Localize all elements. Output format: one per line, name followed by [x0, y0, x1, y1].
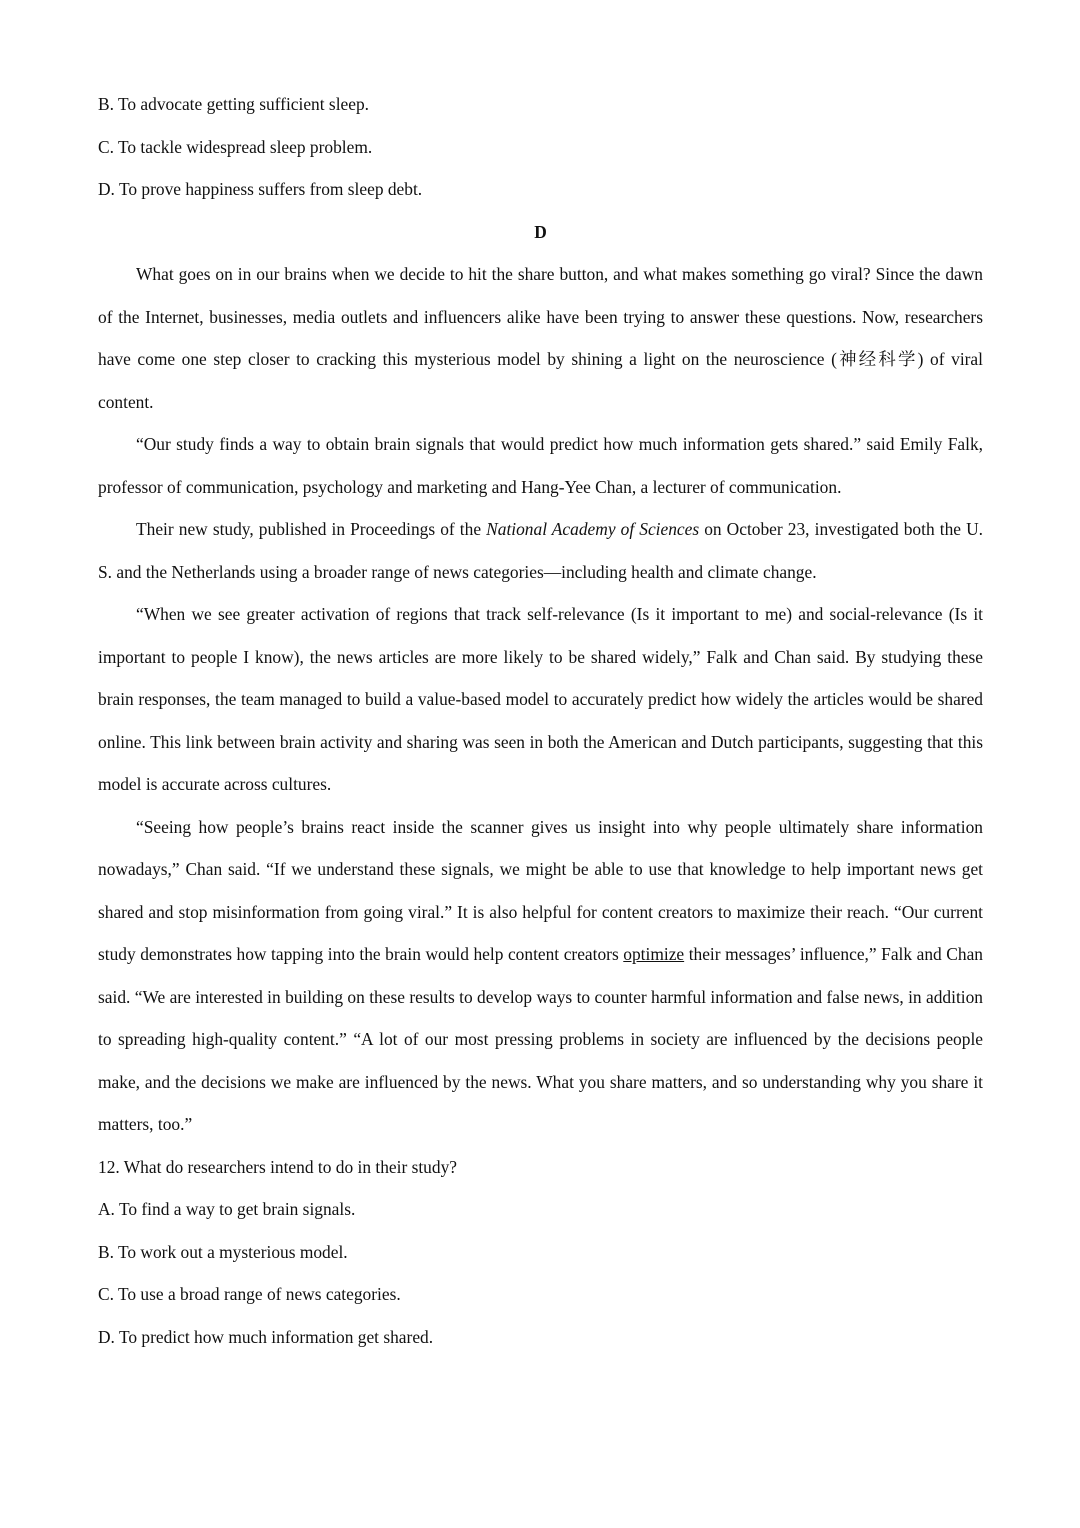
prev-option-c: C. To tackle widespread sleep problem.: [98, 136, 373, 157]
passage-paragraph-1: What goes on in our brains when we decide to hit the share button, and what makes something go viral? Since the dawn of the Internet, businesses, media outlets and influencers alike have been trying to answer these questions. Now, researchers have come one step closer to cracking this mysterious model by shining a light on the neuroscience (神经科学) of viral content.: [98, 264, 983, 412]
underlined-word: optimize: [623, 944, 685, 964]
question-12-option-d: D. To predict how much information get shared.: [98, 1326, 434, 1347]
passage-paragraph-4: “When we see greater activation of regions that track self-relevance (Is it important to me) and social-relevance (Is it important to people I know), the news articles are more likely to be shared widely,” Falk and Chan said. By studying these brain responses, the team managed to build a value-based model to accurately predict how widely the articles would be shared online. This link between brain activity and sharing was seen in both the American and Dutch participants, suggesting that this model is accurate across cultures.: [98, 604, 983, 794]
passage-paragraph-2: “Our study finds a way to obtain brain signals that would predict how much information gets shared.” said Emily Falk, professor of communication, psychology and marketing and Hang-Yee Chan, a lecturer of communication.: [98, 434, 983, 497]
question-12-option-c: C. To use a broad range of news categories.: [98, 1284, 401, 1304]
question-12-stem: 12. What do researchers intend to do in their study?: [98, 1156, 457, 1177]
paragraph-5-text-end: their messages’ influence,” Falk and Chan said. “We are interested in building on these results to develop ways to counter harmful information and false news, in addition to spreading high-quality content.” “A lot of our most pressing problems in society are influenced by the decisions people make, and the decisions we make are influenced by the news. What you share matters, and so understanding why you share it matters, too.”: [98, 944, 983, 1134]
journal-title: National Academy of Sciences: [486, 519, 700, 539]
question-12-option-a: A. To find a way to get brain signals.: [98, 1199, 356, 1219]
paragraph-3-text-start: Their new study, published in Proceedings of the: [136, 519, 487, 539]
passage-paragraph-3: [98, 508, 983, 593]
paragraph-5-text-start: “Seeing how people’s brains react inside the scanner gives us insight into why people ultimately share information nowadays,” Chan said. “If we understand these signals, we might be able to use that knowledge to help important news get shared and stop misinformation from going viral.” It is also helpful for content creators to maximize their reach. “Our current study demonstrates how tapping into the brain would help content creators: [98, 816, 983, 964]
section-heading: D: [534, 221, 547, 242]
paragraph-3-text-end: on October 23, investigated both the U. S. and the Netherlands using a broader range of news categories—including health and climate change.: [98, 519, 983, 582]
document-page: [98, 83, 983, 1358]
prev-option-d: D. To prove happiness suffers from sleep debt.: [98, 179, 423, 199]
question-12-option-b: B. To work out a mysterious model.: [98, 1241, 348, 1262]
passage-paragraph-5: [98, 806, 983, 1146]
prev-option-b: B. To advocate getting sufficient sleep.: [98, 94, 370, 114]
